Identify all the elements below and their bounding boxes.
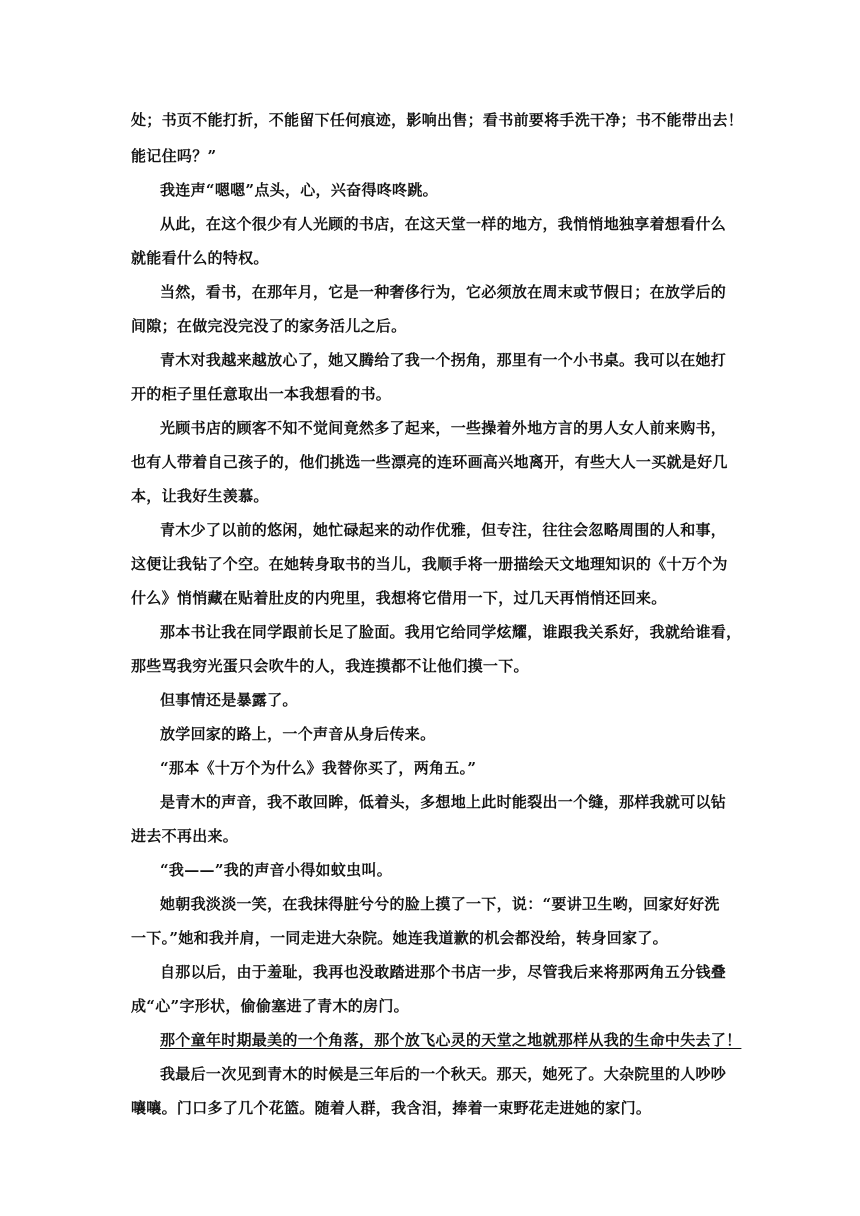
text-line: 那些骂我穷光蛋只会吹牛的人，我连摸都不让他们摸一下。 xyxy=(131,657,529,675)
text-line: 放学回家的路上，一个声音从身后传来。 xyxy=(160,725,436,743)
text-line: 光顾书店的顾客不知不觉间竟然多了起来，一些操着外地方言的男人女人前来购书， xyxy=(160,419,727,437)
text-line: 嚷嚷。门口多了几个花篮。随着人群，我含泪，捧着一束野花走进她的家门。 xyxy=(131,1099,652,1117)
text-line: 当然，看书，在那年月，它是一种奢侈行为，它必须放在周末或节假日；在放学后的 xyxy=(160,283,727,301)
text-line: 青木少了以前的悠闲，她忙碌起来的动作优雅，但专注，往往会忽略周围的人和事， xyxy=(160,521,727,539)
text-line: 我最后一次见到青木的时候是三年后的一个秋天。那天，她死了。大杂院里的人吵吵 xyxy=(160,1065,727,1083)
text-line: 那个童年时期最美的一个角落，那个放飞心灵的天堂之地就那样从我的生命中失去了！ xyxy=(160,1031,742,1049)
text-line: 从此，在这个很少有人光顾的书店，在这天堂一样的地方，我悄悄地独享着想看什么 xyxy=(160,215,727,233)
text-line: 一下。”她和我并肩，一同走进大杂院。她连我道歉的机会都没给，转身回家了。 xyxy=(131,929,668,947)
text-line: 自那以后，由于羞耻，我再也没敢踏进那个书店一步，尽管我后来将那两角五分钱叠 xyxy=(160,963,727,981)
text-line: 本，让我好生羡慕。 xyxy=(131,487,269,505)
text-line: “我——”我的声音小得如蚊虫叫。 xyxy=(160,861,393,879)
text-line: 什么》悄悄藏在贴着肚皮的内兜里，我想将它借用一下，过几天再悄悄还回来。 xyxy=(131,589,667,607)
text-line: 开的柜子里任意取出一本我想看的书。 xyxy=(131,385,392,403)
text-line: 是青木的声音，我不敢回眸，低着头，多想地上此时能裂出一个缝，那样我就可以钻 xyxy=(160,793,727,811)
text-line: 但事情还是暴露了。 xyxy=(160,691,298,709)
text-line: 我连声“嗯嗯”点头，心，兴奋得咚咚跳。 xyxy=(160,181,438,199)
text-line: 青木对我越来越放心了，她又腾给了我一个拐角，那里有一个小书桌。我可以在她打 xyxy=(160,351,727,369)
text-line: 也有人带着自己孩子的，他们挑选一些漂亮的连环画高兴地离开，有些大人一买就是好几 xyxy=(131,453,728,471)
text-line: 间隙；在做完没完没了的家务活儿之后。 xyxy=(131,317,407,335)
text-line: 这便让我钻了个空。在她转身取书的当儿，我顺手将一册描绘天文地理知识的《十万个为 xyxy=(131,555,728,573)
text-line: 进去不再出来。 xyxy=(131,827,239,845)
text-line: 能记住吗？” xyxy=(131,147,217,165)
text-line: 处；书页不能打折，不能留下任何痕迹，影响出售；看书前要将手洗干净；书不能带出去！ xyxy=(131,111,744,129)
text-line: 那本书让我在同学跟前长足了脸面。我用它给同学炫耀，谁跟我关系好，我就给谁看， xyxy=(160,623,742,641)
text-line: 成“心”字形状，偷偷塞进了青木的房门。 xyxy=(131,997,409,1015)
text-line: 就能看什么的特权。 xyxy=(131,249,269,267)
text-line: 她朝我淡淡一笑，在我抹得脏兮兮的脸上摸了一下，说：“要讲卫生哟，回家好好洗 xyxy=(160,895,720,913)
text-line: “那本《十万个为什么》我替你买了，两角五。” xyxy=(160,759,477,777)
